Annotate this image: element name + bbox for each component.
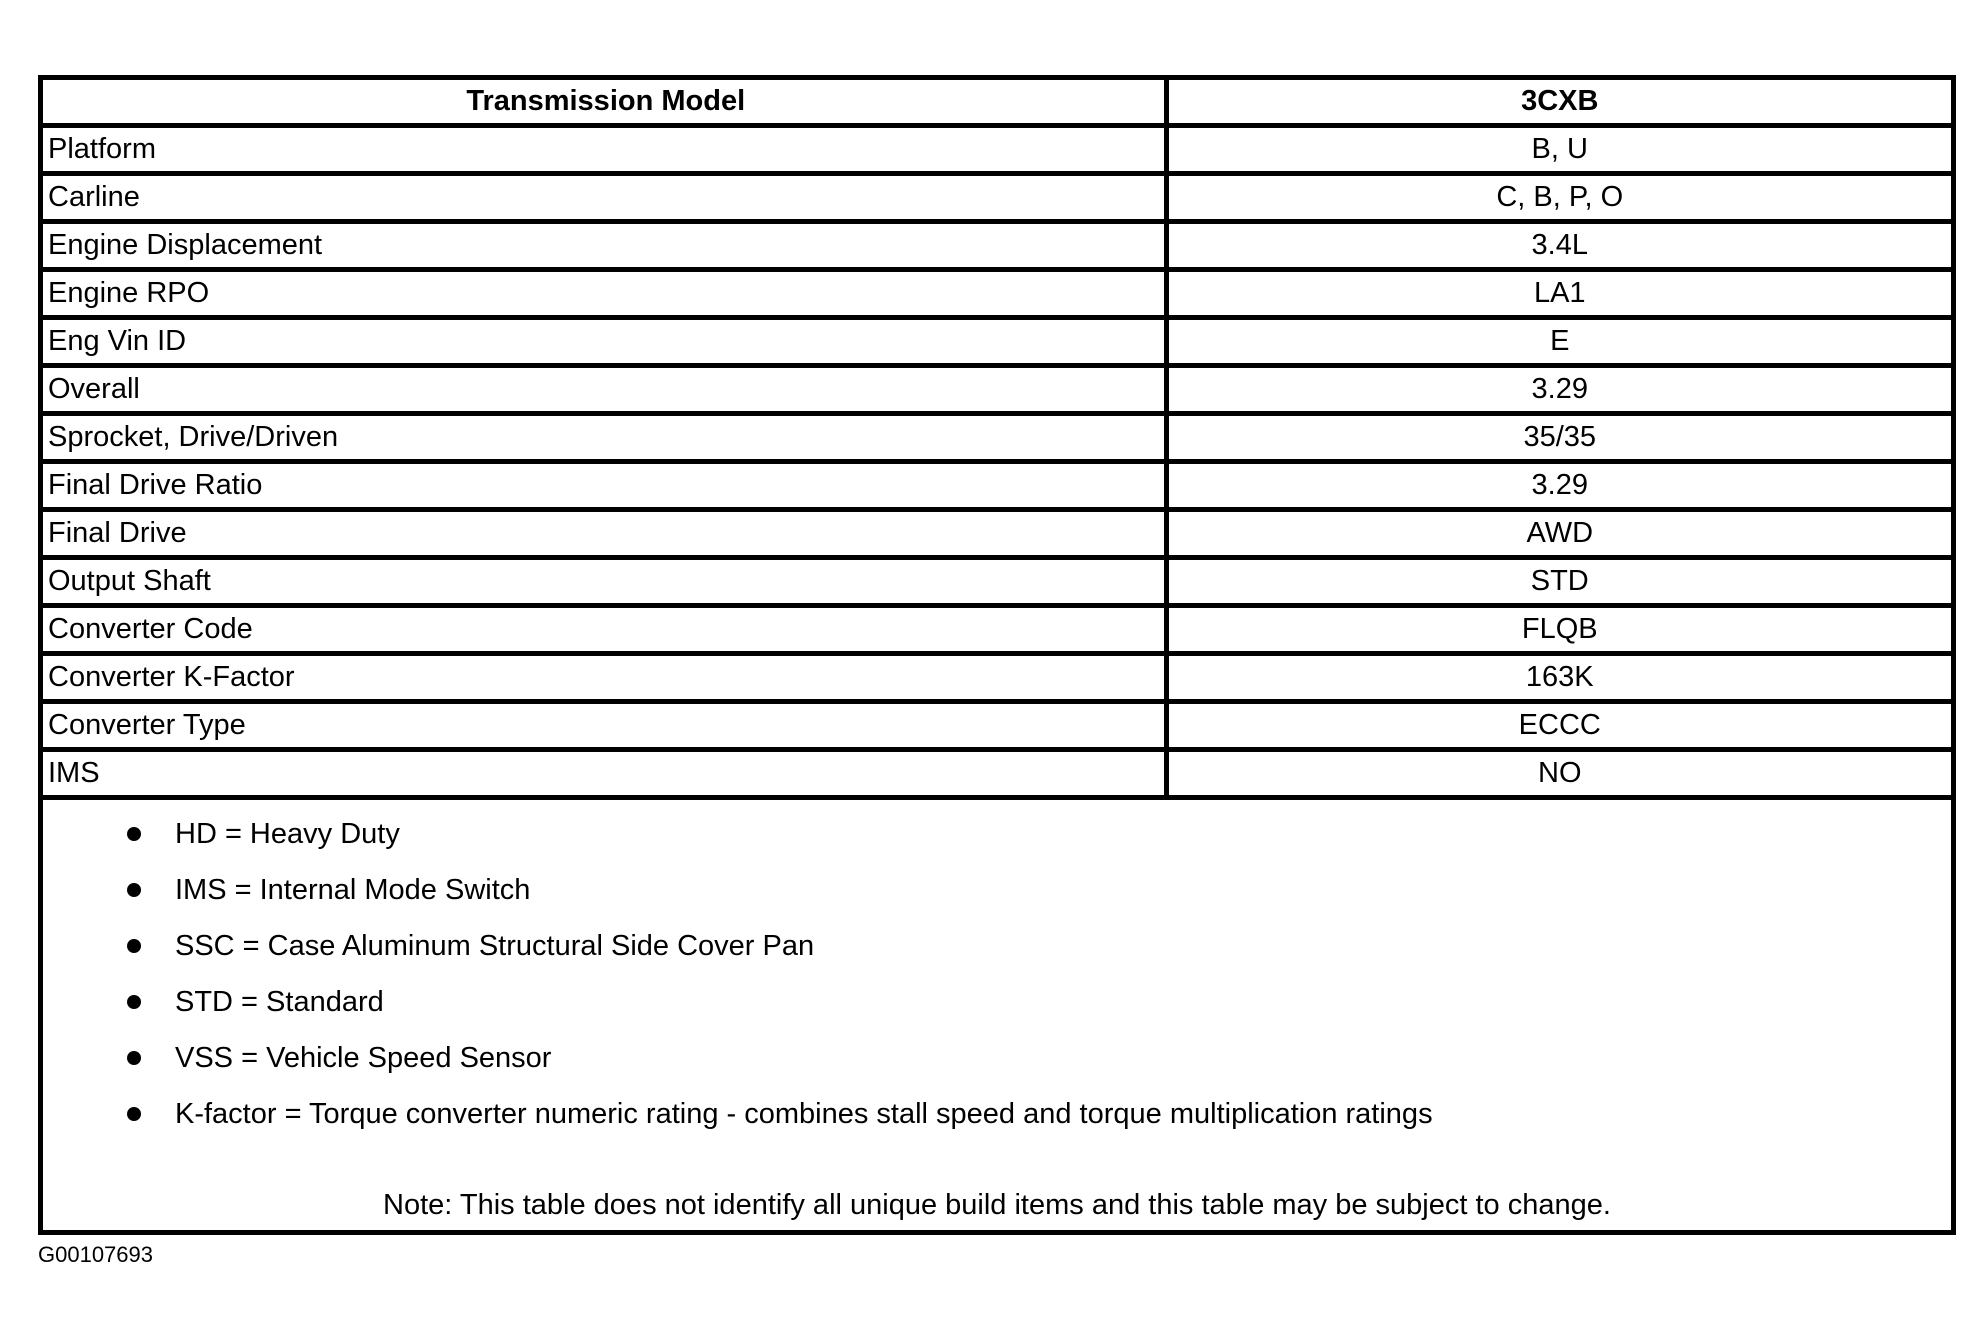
- table-row: [43, 414, 1951, 462]
- spec-table-frame: [38, 75, 1956, 1235]
- note-item: [43, 862, 1951, 918]
- table-row: [43, 366, 1951, 414]
- figure-id: G00107693: [38, 1242, 153, 1267]
- note-item: [43, 974, 1951, 1030]
- row-value: 35/35: [1166, 414, 1951, 462]
- row-label: Sprocket, Drive/Driven: [43, 414, 1166, 462]
- table-row: [43, 318, 1951, 366]
- row-label: Output Shaft: [43, 558, 1166, 606]
- table-row: [43, 462, 1951, 510]
- header-value: 3CXB: [1166, 80, 1951, 126]
- row-value: STD: [1166, 558, 1951, 606]
- note-text: IMS = Internal Mode Switch: [175, 873, 531, 906]
- row-label: Engine RPO: [43, 270, 1166, 318]
- row-value: B, U: [1166, 126, 1951, 174]
- table-row: [43, 270, 1951, 318]
- note-text: SSC = Case Aluminum Structural Side Cover Pan: [175, 929, 815, 962]
- row-label: Converter Code: [43, 606, 1166, 654]
- row-value: E: [1166, 318, 1951, 366]
- row-label: Carline: [43, 174, 1166, 222]
- table-row: [43, 174, 1951, 222]
- bullet-icon: [127, 939, 141, 953]
- row-value: AWD: [1166, 510, 1951, 558]
- note-text: STD = Standard: [175, 985, 384, 1018]
- row-label: Overall: [43, 366, 1166, 414]
- row-value: 3.29: [1166, 366, 1951, 414]
- row-value: 163K: [1166, 654, 1951, 702]
- row-value: ECCC: [1166, 702, 1951, 750]
- row-value: NO: [1166, 750, 1951, 798]
- row-value: C, B, P, O: [1166, 174, 1951, 222]
- table-row: [43, 702, 1951, 750]
- row-value: 3.29: [1166, 462, 1951, 510]
- note-item: [43, 1030, 1951, 1086]
- note-text: K-factor = Torque converter numeric rating - combines stall speed and torque multiplication ratings: [175, 1097, 1433, 1130]
- bullet-icon: [127, 883, 141, 897]
- note-item: [43, 806, 1951, 862]
- row-value: FLQB: [1166, 606, 1951, 654]
- table-header-row: [43, 80, 1951, 126]
- table-row: [43, 126, 1951, 174]
- row-label: Converter Type: [43, 702, 1166, 750]
- row-label: Platform: [43, 126, 1166, 174]
- note-item: [43, 1086, 1951, 1142]
- row-value: 3.4L: [1166, 222, 1951, 270]
- table-row: [43, 222, 1951, 270]
- table-body: [43, 126, 1951, 798]
- note-text: HD = Heavy Duty: [175, 817, 400, 850]
- table-row: [43, 606, 1951, 654]
- table-footnote: Note: This table does not identify all unique build items and this table may be subject to change.: [383, 1189, 1611, 1221]
- row-label: Converter K-Factor: [43, 654, 1166, 702]
- bullet-icon: [127, 1107, 141, 1121]
- table-row: [43, 558, 1951, 606]
- bullet-icon: [127, 995, 141, 1009]
- notes-section: [43, 800, 1951, 1142]
- bullet-icon: [127, 1051, 141, 1065]
- row-value: LA1: [1166, 270, 1951, 318]
- row-label: Engine Displacement: [43, 222, 1166, 270]
- table-row: [43, 510, 1951, 558]
- abbreviation-list: [43, 800, 1951, 1142]
- row-label: Eng Vin ID: [43, 318, 1166, 366]
- note-item: [43, 918, 1951, 974]
- row-label: Final Drive Ratio: [43, 462, 1166, 510]
- table-row: [43, 654, 1951, 702]
- transmission-spec-table: [43, 80, 1951, 800]
- row-label: IMS: [43, 750, 1166, 798]
- header-label: Transmission Model: [43, 80, 1166, 126]
- table-row: [43, 750, 1951, 798]
- row-label: Final Drive: [43, 510, 1166, 558]
- note-text: VSS = Vehicle Speed Sensor: [175, 1041, 552, 1074]
- bullet-icon: [127, 827, 141, 841]
